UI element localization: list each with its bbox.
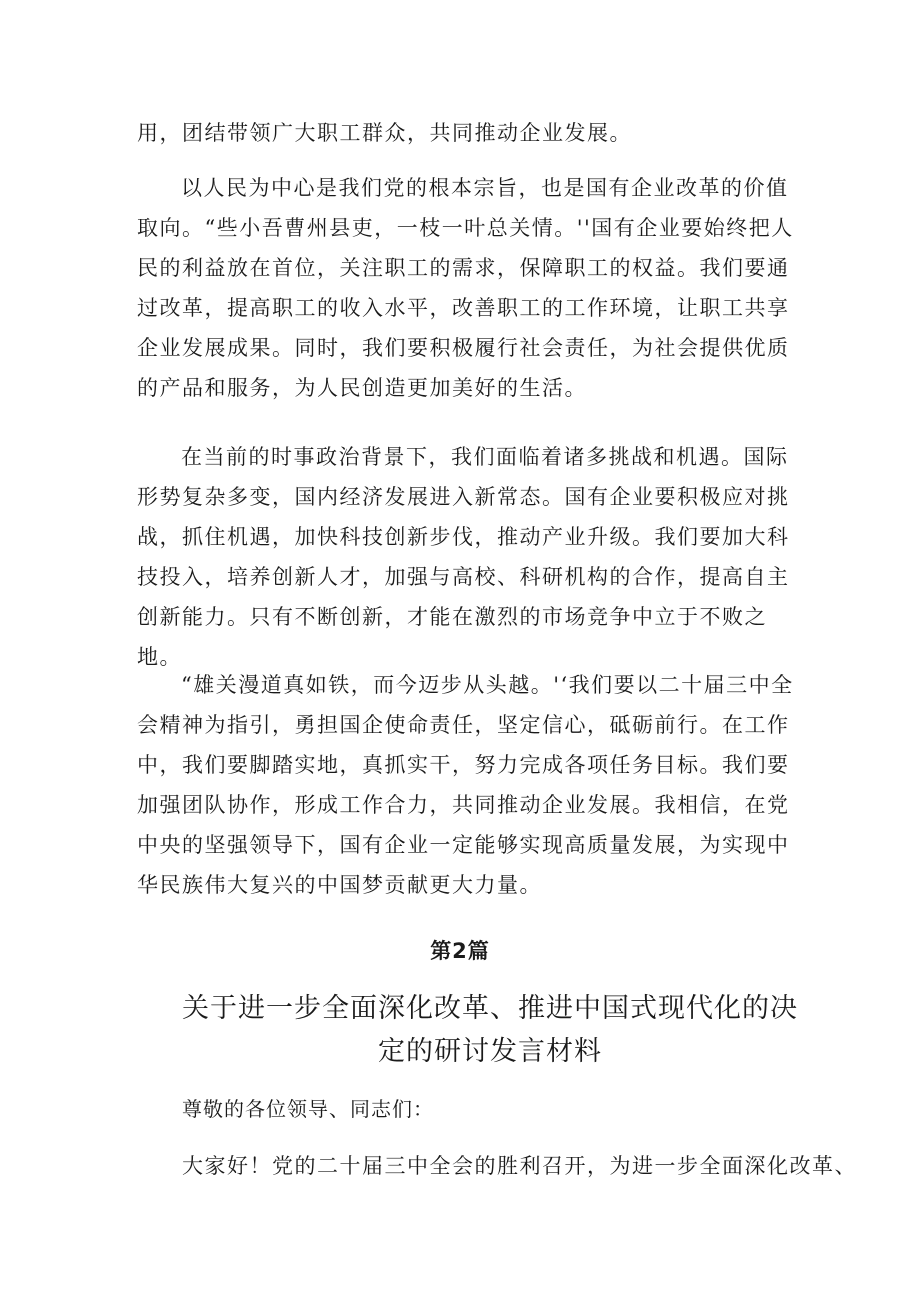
opening-line: 大家好！党的二十届三中全会的胜利召开，为进一步全面深化改革、: [182, 1154, 857, 1178]
paragraph-conclusion: “雄关漫道真如铁，而今迈步从头越。'‘我们要以二十届三中全会精神为指引，勇担国企使命责任，坚定信心，砥砺前行。在工作中，我们要脚踏实地，真抓实干，努力完成各项任务目标。我们要加强团队协作，形成工作合力，共同推动企业发展。我相信，在党中央的坚强领导下，国有企业一定能够实现高质量发展，为实现中华民族伟大复兴的中国梦贡献更大力量。: [137, 673, 794, 897]
paragraph-current-situation: 在当前的时事政治背景下，我们面临着诸多挑战和机遇。国际形势复杂多变，国内经济发展进入新常态。国有企业要积极应对挑战，抓住机遇，加快科技创新步伐，推动产业升级。我们要加大科技投入，培养创新人才，加强与高校、科研机构的合作，提高自主创新能力。只有不断创新，才能在激烈的市场竞争中立于不败之地。: [137, 445, 790, 669]
paragraph-continuation: 用，团结带领广大职工群众，共同推动企业发展。: [137, 121, 632, 145]
paragraph-people-centered: 以人民为中心是我们党的根本宗旨，也是国有企业改革的价值取向。“些小吾曹州县吏，一枝一叶总关情。''国有企业要始终把人民的利益放在首位，关注职工的需求，保障职工的权益。我们要通过改革，提高职工的收入水平，改善职工的工作环境，让职工共享企业发展成果。同时，我们要积极履行社会责任，为社会提供优质的产品和服务，为人民创造更加美好的生活。: [137, 176, 794, 400]
greeting: 尊敬的各位领导、同志们：: [182, 1097, 434, 1121]
section-title: 关于进一步全面深化改革、推进中国式现代化的决定的研讨发言材料: [182, 993, 798, 1067]
section-label: 第2篇: [430, 939, 490, 963]
